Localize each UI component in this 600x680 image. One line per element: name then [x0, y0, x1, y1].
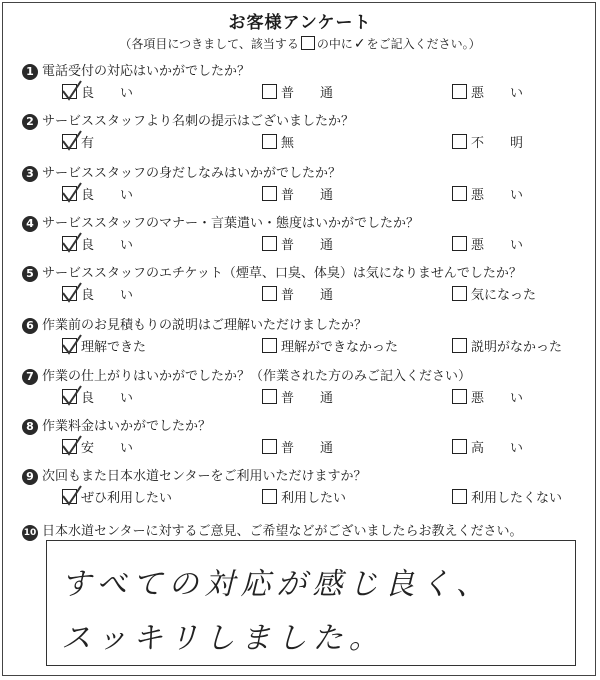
answer-option[interactable] [262, 284, 333, 303]
instructions-post: をご記入ください。） [366, 37, 481, 51]
question-label: サービススタッフの身だしなみはいかがでしたか？ [42, 166, 342, 181]
checkbox-icon[interactable] [262, 389, 277, 404]
checked-checkbox-icon[interactable] [62, 439, 77, 454]
checkbox-icon[interactable] [262, 439, 277, 454]
answer-option[interactable] [262, 132, 294, 151]
question-number-badge: 2 [22, 114, 38, 130]
answer-label: ぜひ利用したい [81, 491, 173, 506]
answer-option[interactable] [452, 234, 523, 253]
instructions [0, 35, 600, 52]
question-number-badge: 1 [22, 64, 38, 80]
answer-label: 良 い [81, 86, 134, 101]
question-number-badge: 4 [22, 216, 38, 232]
checkmark-example-icon: ✓ [353, 36, 366, 52]
answer-option[interactable] [62, 184, 133, 203]
checkbox-icon[interactable] [262, 84, 277, 99]
answer-label: 良 い [81, 238, 134, 253]
question-9-text [22, 465, 366, 485]
answer-option[interactable] [452, 487, 562, 506]
answer-option[interactable] [262, 437, 333, 456]
checkbox-example-icon [301, 36, 315, 50]
checkbox-icon[interactable] [262, 338, 277, 353]
question-label: 次回もまた日本水道センターをご利用いただけますか？ [42, 469, 367, 484]
answer-label: 普 通 [281, 238, 334, 253]
answer-label: 利用したくない [471, 491, 563, 506]
answer-label: 利用したい [281, 491, 347, 506]
question-label: 作業の仕上がりはいかがでしたか？（作業された方のみご記入ください） [42, 369, 472, 384]
answer-label: 普 通 [281, 86, 334, 101]
answer-label: 安 い [81, 441, 134, 456]
question-label: サービススタッフのマナー・言葉遣い・態度はいかがでしたか？ [42, 216, 420, 231]
question-label: サービススタッフのエチケット（煙草、口臭、体臭）は気になりませんでしたか？ [42, 266, 522, 281]
checkbox-icon[interactable] [262, 236, 277, 251]
answer-label: 普 通 [281, 288, 334, 303]
instructions-mid: の中に [316, 37, 353, 51]
answer-option[interactable] [262, 387, 333, 406]
answer-option[interactable] [62, 132, 94, 151]
question-number-badge: 10 [22, 525, 38, 541]
answer-label: 説明がなかった [471, 340, 563, 355]
answer-label: 良 い [81, 288, 134, 303]
question-3-text [22, 162, 341, 182]
answer-label: 悪 い [471, 238, 524, 253]
comment-field[interactable] [46, 540, 576, 666]
answer-label: 良 い [81, 391, 134, 406]
checked-checkbox-icon[interactable] [62, 84, 77, 99]
answer-label: 悪 い [471, 86, 524, 101]
checkbox-icon[interactable] [262, 186, 277, 201]
answer-label: 良 い [81, 188, 134, 203]
checked-checkbox-icon[interactable] [62, 389, 77, 404]
answer-option[interactable] [452, 336, 562, 355]
question-4-text [22, 212, 419, 232]
question-label: 日本水道センターに対するご意見、ご希望などがございましたらお教えください。 [42, 524, 523, 539]
checkbox-icon[interactable] [452, 489, 467, 504]
answer-option[interactable] [62, 336, 146, 355]
question-7-text [22, 365, 471, 385]
checkbox-icon[interactable] [452, 236, 467, 251]
question-number-badge: 5 [22, 266, 38, 282]
answer-label: 普 通 [281, 188, 334, 203]
checked-checkbox-icon[interactable] [62, 338, 77, 353]
question-number-badge: 3 [22, 166, 38, 182]
answer-label: 不 明 [471, 136, 524, 151]
checked-checkbox-icon[interactable] [62, 236, 77, 251]
answer-label: 無 [281, 136, 295, 151]
answer-label: 理解できた [81, 340, 147, 355]
answer-label: 悪 い [471, 391, 524, 406]
checkbox-icon[interactable] [262, 489, 277, 504]
survey-title: お客様アンケート [228, 13, 372, 33]
instructions-pre: （各項目につきまして、該当する [119, 37, 299, 51]
question-8-text [22, 415, 211, 435]
answer-option[interactable] [62, 234, 133, 253]
question-5-text [22, 262, 522, 282]
checkbox-icon[interactable] [452, 134, 467, 149]
answer-option[interactable] [452, 437, 523, 456]
answer-label: 理解ができなかった [281, 340, 399, 355]
answer-label: 有 [81, 136, 95, 151]
question-10-text [22, 520, 522, 541]
answer-option[interactable] [452, 284, 536, 303]
answer-option[interactable] [62, 487, 172, 506]
answer-option[interactable] [452, 184, 523, 203]
answer-option[interactable] [452, 387, 523, 406]
question-number-badge: 9 [22, 469, 38, 485]
checked-checkbox-icon[interactable] [62, 134, 77, 149]
answer-option[interactable] [262, 184, 333, 203]
question-label: 作業前のお見積もりの説明はご理解いただけましたか？ [42, 318, 368, 333]
question-2-text [22, 110, 354, 130]
checked-checkbox-icon[interactable] [62, 489, 77, 504]
question-number-badge: 7 [22, 369, 38, 385]
question-number-badge: 8 [22, 419, 38, 435]
answer-label: 普 通 [281, 391, 334, 406]
answer-option[interactable] [262, 82, 333, 101]
comment-line-1: すべての対応が感じ良く、 [61, 567, 492, 602]
checkbox-icon[interactable] [452, 186, 467, 201]
question-label: 電話受付の対応はいかがでしたか？ [42, 64, 251, 79]
answer-label: 普 通 [281, 441, 334, 456]
checkbox-icon[interactable] [452, 84, 467, 99]
answer-option[interactable] [262, 234, 333, 253]
answer-label: 気になった [471, 288, 537, 303]
answer-option[interactable] [452, 82, 523, 101]
checkbox-icon[interactable] [262, 134, 277, 149]
checkbox-icon[interactable] [452, 338, 467, 353]
answer-label: 悪 い [471, 188, 524, 203]
question-number-badge: 6 [22, 318, 38, 334]
answer-option[interactable] [262, 487, 346, 506]
answer-option[interactable] [62, 284, 133, 303]
answer-option[interactable] [62, 387, 133, 406]
checkbox-icon[interactable] [452, 286, 467, 301]
question-1-text [22, 60, 250, 80]
question-label: 作業料金はいかがでしたか？ [42, 419, 212, 434]
question-label: サービススタッフより名刺の提示はございましたか？ [42, 114, 355, 129]
checked-checkbox-icon[interactable] [62, 186, 77, 201]
answer-label: 高 い [471, 441, 524, 456]
answer-option[interactable] [62, 437, 133, 456]
comment-line-2: スッキリしました。 [61, 621, 385, 656]
question-6-text [22, 314, 367, 334]
answer-option[interactable] [262, 336, 398, 355]
checkbox-icon[interactable] [262, 286, 277, 301]
answer-option[interactable] [452, 132, 523, 151]
checkbox-icon[interactable] [452, 389, 467, 404]
answer-option[interactable] [62, 82, 133, 101]
checked-checkbox-icon[interactable] [62, 286, 77, 301]
checkbox-icon[interactable] [452, 439, 467, 454]
